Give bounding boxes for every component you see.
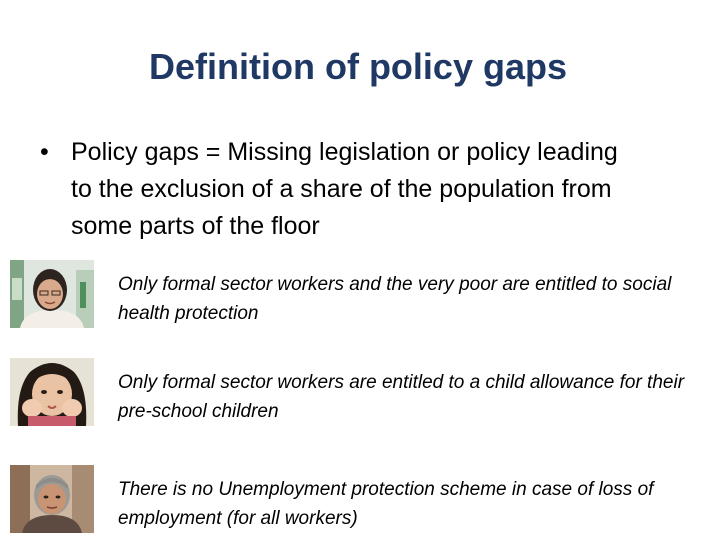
case-item (10, 465, 700, 537)
case-text: Only formal sector workers and the very poor are entitled to social health protection (118, 274, 672, 324)
bullet-item (40, 134, 640, 245)
young-girl-portrait (10, 358, 94, 426)
bullet-text: Policy gaps = Missing legislation or policy leading to the exclusion of a share of the population from some parts of the floor (71, 138, 618, 240)
case-item (10, 260, 700, 332)
slide-title: Definition of policy gaps (148, 46, 567, 87)
older-woman-portrait (10, 260, 94, 328)
bullet-marker: • (40, 138, 49, 166)
case-text: There is no Unemployment protection scheme in case of loss of employment (for all workers) (118, 479, 654, 529)
case-item (10, 358, 700, 430)
case-text: Only formal sector workers are entitled to a child allowance for their pre-school children (118, 372, 685, 422)
older-man-portrait (10, 465, 94, 533)
